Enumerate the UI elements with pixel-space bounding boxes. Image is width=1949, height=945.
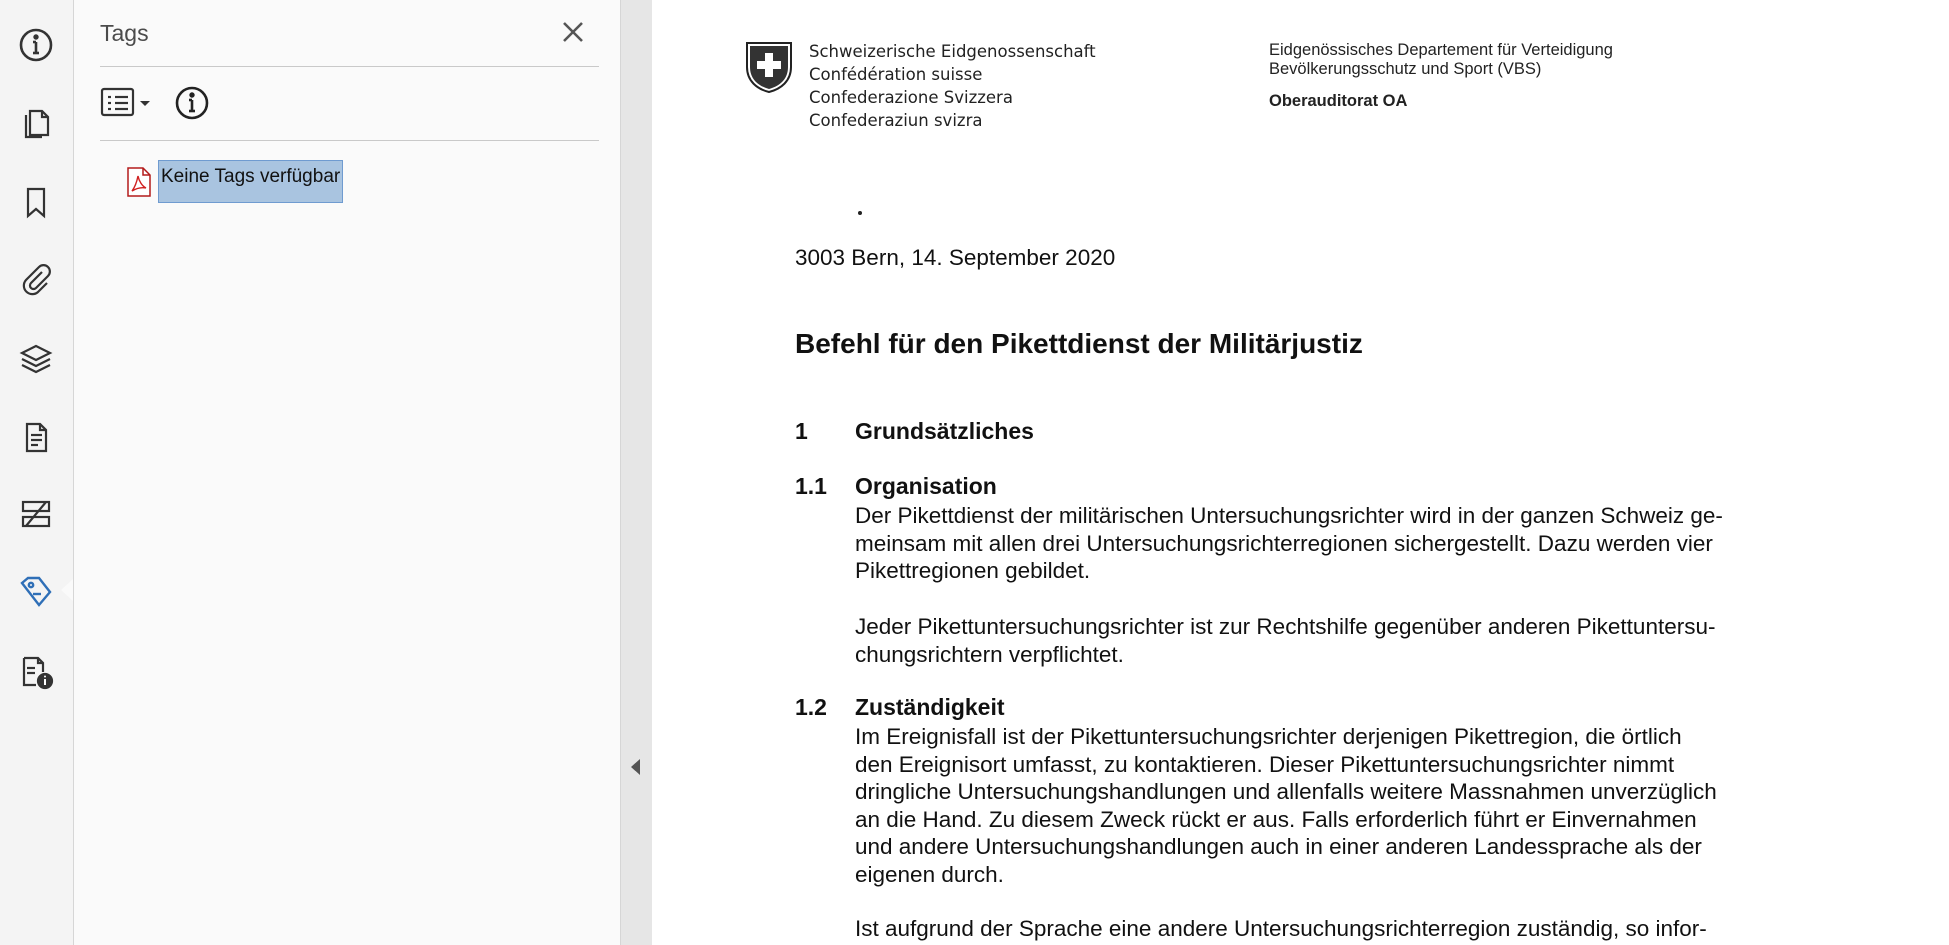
scan-speck xyxy=(858,211,862,215)
close-icon[interactable] xyxy=(558,17,588,47)
text-line: Ist aufgrund der Sprache eine andere Untersuchungsrichterregion zuständig, so infor- xyxy=(855,916,1707,941)
text-line: meinsam mit allen drei Untersuchungsrichterregionen sichergestellt. Dazu werden vier xyxy=(855,530,1713,556)
info-icon[interactable] xyxy=(9,18,63,72)
panel-title: Tags xyxy=(100,20,149,46)
tags-panel xyxy=(74,0,621,945)
department-name xyxy=(1269,41,1613,79)
section-heading: Organisation xyxy=(855,473,997,499)
confederation-line: Schweizerische Eidgenossenschaft xyxy=(809,42,1096,61)
tag-tree-item[interactable] xyxy=(126,160,343,203)
text-line: Pikettregionen gebildet. xyxy=(855,558,1091,583)
department-line: Eidgenössisches Departement für Verteidigung xyxy=(1269,41,1613,59)
attachment-icon[interactable] xyxy=(9,252,63,306)
text-line: dringliche Untersuchungshandlungen und allenfalls weitere Massnahmen unverzüglich xyxy=(855,779,1717,804)
content-icon[interactable] xyxy=(9,410,63,464)
section-heading: Zuständigkeit xyxy=(855,694,1005,720)
confederation-names xyxy=(809,40,1096,132)
swiss-coat-of-arms-logo xyxy=(744,40,794,94)
text-line: Im Ereignisfall ist der Pikettuntersuchungsrichter derjenigen Pikettregion, die örtlich xyxy=(855,724,1682,749)
paragraph xyxy=(855,613,1795,668)
divider xyxy=(100,140,599,141)
section-number: 1.1 xyxy=(795,473,827,499)
text-line: Jeder Pikettuntersuchungsrichter ist zur Rechtshilfe gegenüber anderen Pikettuntersu- xyxy=(855,614,1716,639)
paragraph xyxy=(855,502,1795,585)
tag-icon[interactable] xyxy=(9,565,63,619)
date-line: 3003 Bern, 14. September 2020 xyxy=(795,245,1116,270)
confederation-line: Confederazione Svizzera xyxy=(809,88,1013,107)
section-number: 1 xyxy=(795,418,808,444)
confederation-line: Confederaziun svizra xyxy=(809,111,983,130)
text-line: an die Hand. Zu diesem Zweck rückt er aus. Falls erforderlich führt er Einvernahmen xyxy=(855,806,1697,832)
section-heading: Grundsätzliches xyxy=(855,418,1034,444)
document-title: Befehl für den Pikettdienst der Militärjustiz xyxy=(795,328,1363,359)
paragraph xyxy=(855,915,1795,943)
confederation-line: Confédération suisse xyxy=(809,65,983,84)
tag-item-label[interactable]: Keine Tags verfügbar xyxy=(158,160,343,203)
tag-properties-icon[interactable] xyxy=(173,84,211,122)
active-pointer xyxy=(61,579,73,601)
text-line: chungsrichtern verpflichtet. xyxy=(855,641,1124,667)
document-info-icon[interactable] xyxy=(9,645,63,699)
text-line: Der Pikettdienst der militärischen Untersuchungsrichter wird in der ganzen Schweiz ge- xyxy=(855,503,1723,528)
tools-rail xyxy=(0,0,74,945)
text-line: und andere Untersuchungshandlungen auch in einer anderen Landessprache als der xyxy=(855,834,1702,859)
layers-icon[interactable] xyxy=(9,332,63,386)
department-line: Bevölkerungsschutz und Sport (VBS) xyxy=(1269,60,1542,78)
paragraph xyxy=(855,723,1795,888)
text-line: eigenen durch. xyxy=(855,861,1004,887)
text-line: den Ereignisort umfasst, zu kontaktieren. Dieser Pikettuntersuchungsrichter nimmt xyxy=(855,751,1675,777)
order-icon[interactable] xyxy=(9,487,63,541)
section-number: 1.2 xyxy=(795,694,827,720)
divider xyxy=(100,66,599,67)
pdf-file-icon xyxy=(126,167,152,197)
options-menu-icon[interactable] xyxy=(100,83,160,123)
pages-icon[interactable] xyxy=(9,95,63,149)
bookmark-icon[interactable] xyxy=(9,175,63,229)
collapse-panel-icon[interactable] xyxy=(621,755,651,779)
document-page xyxy=(652,0,1949,945)
office-name: Oberauditorat OA xyxy=(1269,92,1408,110)
